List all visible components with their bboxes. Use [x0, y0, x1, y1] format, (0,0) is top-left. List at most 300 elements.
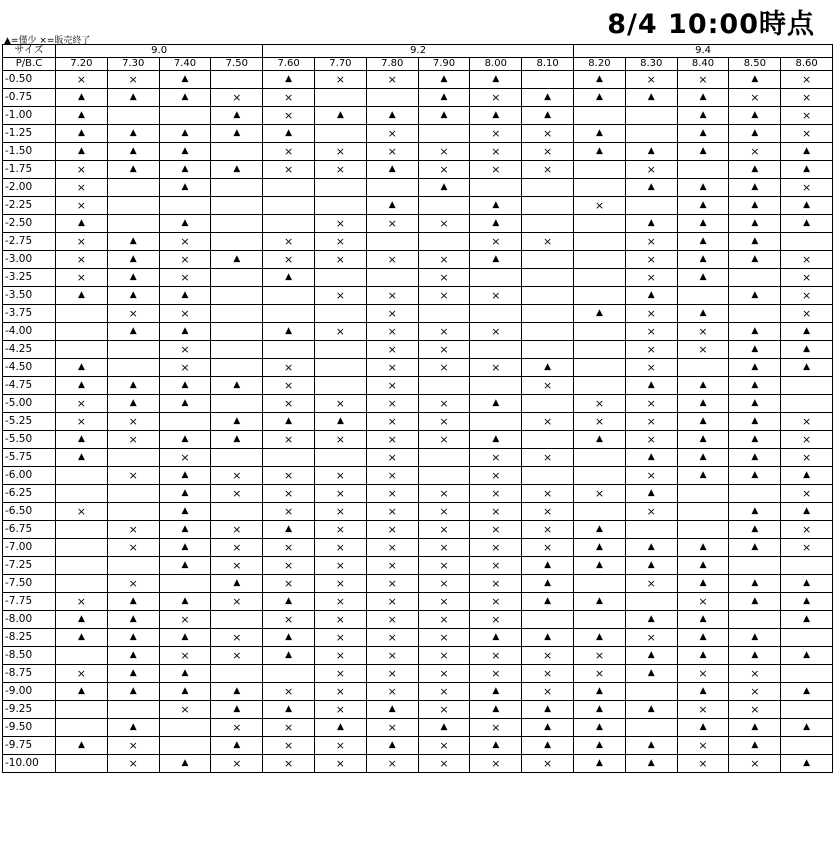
- legend: ▲=僅少 ×=販売終了: [4, 36, 91, 46]
- low-stock-mark: ▲: [781, 503, 833, 521]
- empty-cell: [56, 485, 108, 503]
- low-stock-mark: ▲: [781, 719, 833, 737]
- low-stock-mark: ▲: [729, 719, 781, 737]
- low-stock-mark: ▲: [107, 251, 159, 269]
- low-stock-mark: ▲: [56, 359, 108, 377]
- low-stock-mark: ▲: [107, 161, 159, 179]
- empty-cell: [315, 197, 367, 215]
- low-stock-mark: ▲: [781, 647, 833, 665]
- empty-cell: [263, 215, 315, 233]
- sold-out-mark: ×: [211, 521, 263, 539]
- sold-out-mark: ×: [522, 125, 574, 143]
- empty-cell: [470, 179, 522, 197]
- low-stock-mark: ▲: [211, 107, 263, 125]
- low-stock-mark: ▲: [677, 557, 729, 575]
- sold-out-mark: ×: [366, 215, 418, 233]
- low-stock-mark: ▲: [781, 683, 833, 701]
- low-stock-mark: ▲: [677, 143, 729, 161]
- low-stock-mark: ▲: [729, 647, 781, 665]
- low-stock-mark: ▲: [522, 359, 574, 377]
- low-stock-mark: ▲: [159, 629, 211, 647]
- sold-out-mark: ×: [315, 755, 367, 773]
- low-stock-mark: ▲: [56, 89, 108, 107]
- column-header: 7.20: [56, 58, 108, 71]
- low-stock-mark: ▲: [263, 413, 315, 431]
- empty-cell: [522, 215, 574, 233]
- sold-out-mark: ×: [263, 251, 315, 269]
- empty-cell: [781, 557, 833, 575]
- low-stock-mark: ▲: [159, 143, 211, 161]
- empty-cell: [781, 629, 833, 647]
- low-stock-mark: ▲: [263, 701, 315, 719]
- empty-cell: [56, 341, 108, 359]
- low-stock-mark: ▲: [729, 71, 781, 89]
- sold-out-mark: ×: [366, 413, 418, 431]
- low-stock-mark: ▲: [522, 719, 574, 737]
- low-stock-mark: ▲: [781, 755, 833, 773]
- low-stock-mark: ▲: [159, 521, 211, 539]
- empty-cell: [574, 341, 626, 359]
- empty-cell: [56, 323, 108, 341]
- row-power-label: -2.75: [3, 233, 56, 251]
- low-stock-mark: ▲: [470, 431, 522, 449]
- sold-out-mark: ×: [625, 467, 677, 485]
- low-stock-mark: ▲: [263, 593, 315, 611]
- sold-out-mark: ×: [470, 359, 522, 377]
- sold-out-mark: ×: [107, 737, 159, 755]
- low-stock-mark: ▲: [574, 71, 626, 89]
- empty-cell: [366, 233, 418, 251]
- sold-out-mark: ×: [366, 593, 418, 611]
- low-stock-mark: ▲: [107, 377, 159, 395]
- low-stock-mark: ▲: [211, 683, 263, 701]
- sold-out-mark: ×: [625, 71, 677, 89]
- low-stock-mark: ▲: [159, 125, 211, 143]
- empty-cell: [211, 305, 263, 323]
- row-power-label: -6.00: [3, 467, 56, 485]
- low-stock-mark: ▲: [729, 107, 781, 125]
- empty-cell: [574, 377, 626, 395]
- empty-cell: [781, 233, 833, 251]
- low-stock-mark: ▲: [107, 323, 159, 341]
- low-stock-mark: ▲: [470, 197, 522, 215]
- row-power-label: -0.50: [3, 71, 56, 89]
- empty-cell: [315, 449, 367, 467]
- low-stock-mark: ▲: [574, 305, 626, 323]
- column-header: 7.50: [211, 58, 263, 71]
- low-stock-mark: ▲: [781, 161, 833, 179]
- sold-out-mark: ×: [625, 251, 677, 269]
- low-stock-mark: ▲: [729, 161, 781, 179]
- low-stock-mark: ▲: [107, 647, 159, 665]
- low-stock-mark: ▲: [625, 737, 677, 755]
- low-stock-mark: ▲: [677, 611, 729, 629]
- sold-out-mark: ×: [781, 305, 833, 323]
- sold-out-mark: ×: [366, 449, 418, 467]
- sold-out-mark: ×: [366, 287, 418, 305]
- low-stock-mark: ▲: [729, 233, 781, 251]
- row-power-label: -9.25: [3, 701, 56, 719]
- sold-out-mark: ×: [315, 683, 367, 701]
- row-power-label: -9.50: [3, 719, 56, 737]
- empty-cell: [522, 341, 574, 359]
- empty-cell: [522, 251, 574, 269]
- low-stock-mark: ▲: [677, 395, 729, 413]
- table-row: [3, 161, 833, 179]
- sold-out-mark: ×: [418, 359, 470, 377]
- sold-out-mark: ×: [418, 611, 470, 629]
- sold-out-mark: ×: [263, 485, 315, 503]
- low-stock-mark: ▲: [366, 737, 418, 755]
- low-stock-mark: ▲: [677, 251, 729, 269]
- sold-out-mark: ×: [418, 413, 470, 431]
- low-stock-mark: ▲: [729, 431, 781, 449]
- sold-out-mark: ×: [522, 377, 574, 395]
- sold-out-mark: ×: [470, 521, 522, 539]
- sold-out-mark: ×: [159, 305, 211, 323]
- low-stock-mark: ▲: [729, 125, 781, 143]
- low-stock-mark: ▲: [677, 575, 729, 593]
- sold-out-mark: ×: [418, 701, 470, 719]
- low-stock-mark: ▲: [677, 647, 729, 665]
- sold-out-mark: ×: [729, 683, 781, 701]
- empty-cell: [574, 287, 626, 305]
- sold-out-mark: ×: [418, 215, 470, 233]
- empty-cell: [625, 719, 677, 737]
- low-stock-mark: ▲: [729, 413, 781, 431]
- sold-out-mark: ×: [418, 593, 470, 611]
- low-stock-mark: ▲: [729, 449, 781, 467]
- sold-out-mark: ×: [263, 503, 315, 521]
- empty-cell: [781, 377, 833, 395]
- empty-cell: [418, 233, 470, 251]
- sold-out-mark: ×: [522, 413, 574, 431]
- table-row: [3, 647, 833, 665]
- low-stock-mark: ▲: [625, 485, 677, 503]
- sold-out-mark: ×: [781, 431, 833, 449]
- empty-cell: [781, 395, 833, 413]
- low-stock-mark: ▲: [781, 197, 833, 215]
- sold-out-mark: ×: [159, 251, 211, 269]
- sold-out-mark: ×: [781, 485, 833, 503]
- low-stock-mark: ▲: [574, 557, 626, 575]
- low-stock-mark: ▲: [211, 431, 263, 449]
- low-stock-mark: ▲: [574, 737, 626, 755]
- sold-out-mark: ×: [107, 431, 159, 449]
- low-stock-mark: ▲: [56, 629, 108, 647]
- sold-out-mark: ×: [263, 575, 315, 593]
- low-stock-mark: ▲: [107, 593, 159, 611]
- low-stock-mark: ▲: [107, 719, 159, 737]
- table-row: [3, 251, 833, 269]
- low-stock-mark: ▲: [729, 341, 781, 359]
- table-row: [3, 503, 833, 521]
- row-power-label: -5.50: [3, 431, 56, 449]
- low-stock-mark: ▲: [625, 701, 677, 719]
- row-power-label: -4.25: [3, 341, 56, 359]
- sold-out-mark: ×: [366, 305, 418, 323]
- low-stock-mark: ▲: [574, 521, 626, 539]
- sold-out-mark: ×: [366, 71, 418, 89]
- table-row: [3, 323, 833, 341]
- sold-out-mark: ×: [211, 89, 263, 107]
- table-row: [3, 341, 833, 359]
- low-stock-mark: ▲: [56, 611, 108, 629]
- column-header: 7.60: [263, 58, 315, 71]
- row-power-label: -2.25: [3, 197, 56, 215]
- column-header: 8.50: [729, 58, 781, 71]
- sold-out-mark: ×: [418, 485, 470, 503]
- empty-cell: [107, 179, 159, 197]
- sold-out-mark: ×: [315, 233, 367, 251]
- empty-cell: [211, 143, 263, 161]
- sold-out-mark: ×: [107, 521, 159, 539]
- low-stock-mark: ▲: [470, 395, 522, 413]
- empty-cell: [574, 359, 626, 377]
- sold-out-mark: ×: [522, 449, 574, 467]
- table-row: [3, 179, 833, 197]
- sold-out-mark: ×: [315, 485, 367, 503]
- empty-cell: [315, 377, 367, 395]
- low-stock-mark: ▲: [470, 71, 522, 89]
- sold-out-mark: ×: [107, 71, 159, 89]
- empty-cell: [522, 287, 574, 305]
- sold-out-mark: ×: [159, 269, 211, 287]
- column-header: 8.40: [677, 58, 729, 71]
- sold-out-mark: ×: [781, 413, 833, 431]
- table-row: [3, 467, 833, 485]
- sold-out-mark: ×: [418, 647, 470, 665]
- sold-out-mark: ×: [315, 395, 367, 413]
- sold-out-mark: ×: [470, 449, 522, 467]
- empty-cell: [729, 557, 781, 575]
- table-row: [3, 449, 833, 467]
- sold-out-mark: ×: [470, 125, 522, 143]
- low-stock-mark: ▲: [574, 431, 626, 449]
- empty-cell: [729, 611, 781, 629]
- empty-cell: [418, 305, 470, 323]
- low-stock-mark: ▲: [56, 449, 108, 467]
- row-power-label: -7.00: [3, 539, 56, 557]
- sold-out-mark: ×: [263, 107, 315, 125]
- empty-cell: [574, 269, 626, 287]
- sold-out-mark: ×: [677, 701, 729, 719]
- sold-out-mark: ×: [729, 755, 781, 773]
- table-row: [3, 719, 833, 737]
- sold-out-mark: ×: [470, 593, 522, 611]
- low-stock-mark: ▲: [366, 107, 418, 125]
- table-row: [3, 755, 833, 773]
- empty-cell: [211, 323, 263, 341]
- empty-cell: [159, 107, 211, 125]
- sold-out-mark: ×: [107, 539, 159, 557]
- column-header: 8.10: [522, 58, 574, 71]
- low-stock-mark: ▲: [729, 629, 781, 647]
- sold-out-mark: ×: [315, 287, 367, 305]
- table-row: [3, 197, 833, 215]
- sold-out-mark: ×: [263, 359, 315, 377]
- sold-out-mark: ×: [315, 503, 367, 521]
- sold-out-mark: ×: [677, 341, 729, 359]
- low-stock-mark: ▲: [781, 143, 833, 161]
- sold-out-mark: ×: [418, 503, 470, 521]
- row-power-label: -9.00: [3, 683, 56, 701]
- low-stock-mark: ▲: [107, 143, 159, 161]
- sold-out-mark: ×: [677, 755, 729, 773]
- sold-out-mark: ×: [315, 737, 367, 755]
- low-stock-mark: ▲: [211, 737, 263, 755]
- low-stock-mark: ▲: [625, 89, 677, 107]
- table-row: [3, 89, 833, 107]
- sold-out-mark: ×: [418, 431, 470, 449]
- sold-out-mark: ×: [315, 323, 367, 341]
- low-stock-mark: ▲: [677, 179, 729, 197]
- sold-out-mark: ×: [263, 755, 315, 773]
- sold-out-mark: ×: [315, 467, 367, 485]
- table-row: [3, 413, 833, 431]
- sold-out-mark: ×: [677, 665, 729, 683]
- sold-out-mark: ×: [522, 755, 574, 773]
- sold-out-mark: ×: [56, 197, 108, 215]
- low-stock-mark: ▲: [159, 287, 211, 305]
- empty-cell: [418, 377, 470, 395]
- sold-out-mark: ×: [418, 251, 470, 269]
- low-stock-mark: ▲: [159, 539, 211, 557]
- low-stock-mark: ▲: [677, 413, 729, 431]
- low-stock-mark: ▲: [729, 467, 781, 485]
- sold-out-mark: ×: [263, 143, 315, 161]
- sold-out-mark: ×: [315, 629, 367, 647]
- low-stock-mark: ▲: [56, 431, 108, 449]
- empty-cell: [729, 485, 781, 503]
- low-stock-mark: ▲: [677, 629, 729, 647]
- low-stock-mark: ▲: [574, 593, 626, 611]
- sold-out-mark: ×: [470, 719, 522, 737]
- empty-cell: [263, 197, 315, 215]
- empty-cell: [625, 521, 677, 539]
- sold-out-mark: ×: [263, 557, 315, 575]
- empty-cell: [107, 215, 159, 233]
- low-stock-mark: ▲: [729, 395, 781, 413]
- low-stock-mark: ▲: [522, 107, 574, 125]
- low-stock-mark: ▲: [574, 125, 626, 143]
- low-stock-mark: ▲: [159, 71, 211, 89]
- low-stock-mark: ▲: [522, 593, 574, 611]
- sold-out-mark: ×: [107, 413, 159, 431]
- sold-out-mark: ×: [781, 71, 833, 89]
- low-stock-mark: ▲: [522, 737, 574, 755]
- table-row: [3, 233, 833, 251]
- sold-out-mark: ×: [263, 161, 315, 179]
- sold-out-mark: ×: [211, 485, 263, 503]
- empty-cell: [107, 107, 159, 125]
- sold-out-mark: ×: [574, 197, 626, 215]
- sold-out-mark: ×: [56, 161, 108, 179]
- sold-out-mark: ×: [677, 71, 729, 89]
- empty-cell: [211, 71, 263, 89]
- sold-out-mark: ×: [211, 593, 263, 611]
- low-stock-mark: ▲: [470, 683, 522, 701]
- sold-out-mark: ×: [574, 413, 626, 431]
- low-stock-mark: ▲: [107, 233, 159, 251]
- empty-cell: [107, 485, 159, 503]
- sold-out-mark: ×: [366, 341, 418, 359]
- table-row: [3, 215, 833, 233]
- low-stock-mark: ▲: [315, 719, 367, 737]
- sold-out-mark: ×: [366, 503, 418, 521]
- sold-out-mark: ×: [522, 143, 574, 161]
- empty-cell: [56, 467, 108, 485]
- sold-out-mark: ×: [263, 233, 315, 251]
- sold-out-mark: ×: [366, 629, 418, 647]
- empty-cell: [56, 305, 108, 323]
- empty-cell: [418, 467, 470, 485]
- low-stock-mark: ▲: [522, 575, 574, 593]
- sold-out-mark: ×: [315, 557, 367, 575]
- low-stock-mark: ▲: [625, 449, 677, 467]
- sold-out-mark: ×: [522, 683, 574, 701]
- low-stock-mark: ▲: [159, 467, 211, 485]
- sold-out-mark: ×: [159, 449, 211, 467]
- low-stock-mark: ▲: [781, 341, 833, 359]
- row-power-label: -8.00: [3, 611, 56, 629]
- sold-out-mark: ×: [159, 359, 211, 377]
- sold-out-mark: ×: [56, 413, 108, 431]
- table-row: [3, 629, 833, 647]
- sold-out-mark: ×: [315, 701, 367, 719]
- low-stock-mark: ▲: [159, 503, 211, 521]
- empty-cell: [522, 611, 574, 629]
- sold-out-mark: ×: [522, 503, 574, 521]
- low-stock-mark: ▲: [418, 71, 470, 89]
- sold-out-mark: ×: [211, 467, 263, 485]
- low-stock-mark: ▲: [729, 539, 781, 557]
- sold-out-mark: ×: [625, 431, 677, 449]
- table-row: [3, 377, 833, 395]
- sold-out-mark: ×: [522, 647, 574, 665]
- sold-out-mark: ×: [470, 647, 522, 665]
- empty-cell: [470, 413, 522, 431]
- sold-out-mark: ×: [263, 431, 315, 449]
- table-row: [3, 575, 833, 593]
- sold-out-mark: ×: [263, 395, 315, 413]
- low-stock-mark: ▲: [263, 629, 315, 647]
- empty-cell: [56, 521, 108, 539]
- table-row: [3, 305, 833, 323]
- empty-cell: [574, 575, 626, 593]
- empty-cell: [211, 197, 263, 215]
- empty-cell: [677, 287, 729, 305]
- sold-out-mark: ×: [625, 233, 677, 251]
- empty-cell: [522, 431, 574, 449]
- empty-cell: [211, 449, 263, 467]
- sold-out-mark: ×: [625, 359, 677, 377]
- row-power-label: -5.75: [3, 449, 56, 467]
- sold-out-mark: ×: [315, 665, 367, 683]
- low-stock-mark: ▲: [263, 647, 315, 665]
- empty-cell: [159, 197, 211, 215]
- low-stock-mark: ▲: [522, 557, 574, 575]
- sold-out-mark: ×: [470, 485, 522, 503]
- low-stock-mark: ▲: [56, 377, 108, 395]
- low-stock-mark: ▲: [729, 737, 781, 755]
- low-stock-mark: ▲: [625, 611, 677, 629]
- low-stock-mark: ▲: [470, 701, 522, 719]
- sold-out-mark: ×: [366, 395, 418, 413]
- low-stock-mark: ▲: [263, 71, 315, 89]
- sold-out-mark: ×: [56, 233, 108, 251]
- sold-out-mark: ×: [56, 269, 108, 287]
